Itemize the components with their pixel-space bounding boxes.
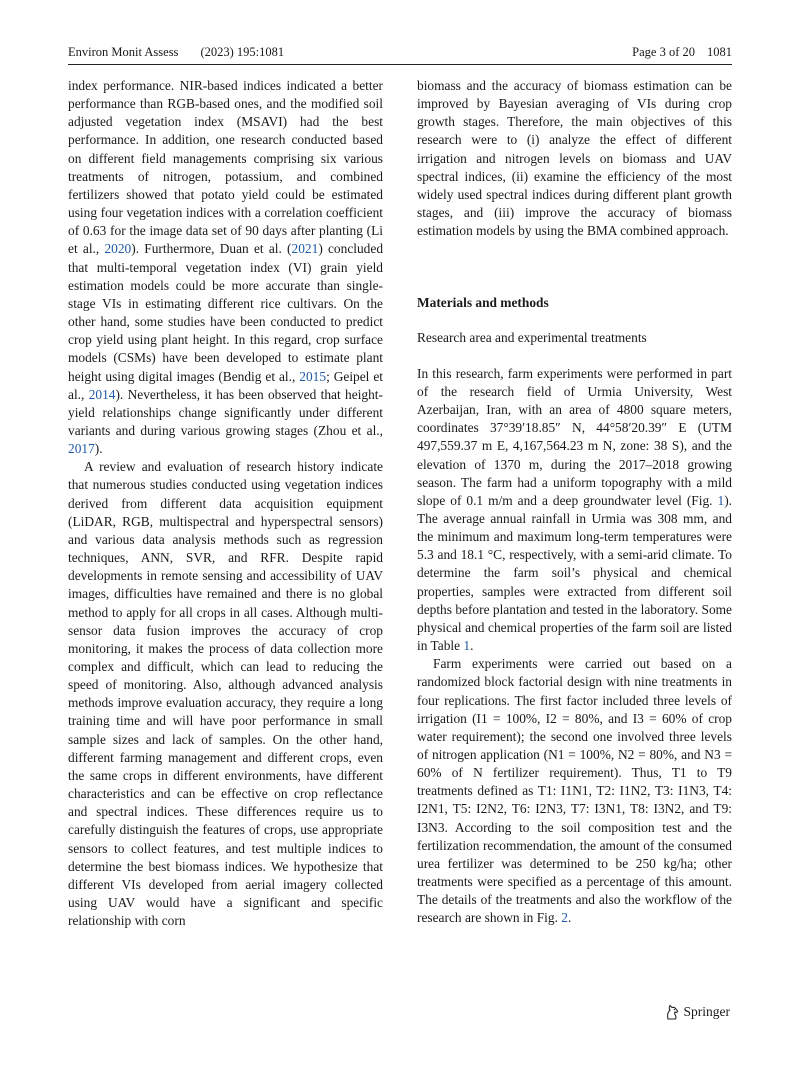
text-run: ). The average annual rainfall in Urmia was 308 mm, and the minimum and maximum long-term temperatures were 5.3 and 18.1 °C, respectively, with a semi-arid climate. To determine the farm soil’s physical and chemical properties, samples were extracted from different soil depths before plantation and tested in the laboratory. Some physical and chemical properties of the farm soil are listed in Table xyxy=(417,492,732,654)
figure-link[interactable]: 1 xyxy=(717,492,725,508)
citation-link[interactable]: 2017 xyxy=(68,441,95,457)
subsection-heading: Research area and experimental treatments xyxy=(417,329,647,345)
text-run: index performance. NIR-based indices indicated a better performance than RGB-based ones, and the modified soil adjusted vegetation index (MSAVI) had the best performance. In addition, one research conducted based on different field managements comprising six various treatments of nitrogen, potassium, and combined fertilizers showed that potato yield could be estimated using four vegetation indices with a correlation coefficient of 0.63 for the image data set of 90 days after planting (Li et al., xyxy=(68,78,383,257)
page-label: Page 3 of 20 xyxy=(632,45,695,59)
journal-name: Environ Monit Assess xyxy=(68,45,179,59)
article-number: 1081 xyxy=(707,45,732,59)
paragraph xyxy=(417,365,732,656)
text-run: ). xyxy=(94,441,103,457)
citation: (2023) 195:1081 xyxy=(200,45,285,59)
right-column xyxy=(417,77,732,928)
section-heading: Materials and methods xyxy=(417,295,549,311)
text-run: . xyxy=(567,910,572,926)
table-link[interactable]: 1 xyxy=(463,638,471,654)
figure-link[interactable]: 2 xyxy=(561,910,568,926)
citation-link[interactable]: 2021 xyxy=(291,241,319,257)
citation-link[interactable]: 2014 xyxy=(88,386,116,402)
publisher-name: Springer xyxy=(683,1004,730,1019)
text-run: ). Nevertheless, it has been observed that height-yield relationships change significantly under different variants and during various growing stages (Zhou et al., xyxy=(68,386,383,438)
springer-horse-icon xyxy=(665,1004,679,1020)
text-run: ) concluded that multi-temporal vegetation index (VI) grain yield estimation models could be more accurate than single-stage VIs in estimating different rice cultivars. On the other hand, some studies have been conducted to predict crop yield using plant height. In this regard, crop surface models (CSMs) have been developed to estimate plant height using digital images (Bendig et al., xyxy=(68,241,384,384)
text-run: In this research, farm experiments were performed in part of the research field of Urmia University, West Azerbaijan, Iran, with an area of 4800 square meters, coordinates 37°39′18.85″ N, 44°58′20.39″ E (UTM 497,559.37 m E, 4,167,564.23 m N, zone: 38 S), and the elevation of 1370 m, during the 2017–2018 growing season. The farm had a uniform topography with a mild slope of 0.1 m/m and a deep groundwater level (Fig. xyxy=(417,365,732,508)
paragraph: A review and evaluation of research history indicate that numerous studies conducted using vegetation indices derived from different data acquisition equipment (LiDAR, RGB, multispectral and hyperspectral sensors) and various data analysis methods such as regression techniques, ANN, SVR, and RFR. Despite rapid developments in remote sensing and accessibility of UAV images, difficulties have remained and there is no global method to apply for all crops in all cases. Although multi-sensor data fusion improves the accuracy of crop monitoring, it makes the process of data collection more complex and difficult, which can lead to reducing the speed of monitoring. Also, although advanced analysis methods improve evaluation accuracy, they require a long training time and will have poor performance in small sample sizes and lack of samples. On the other hand, different farming management and different crops, even the same crops in different environments, have different characteristics and can be effective on crop reflectance and spectral indices. These differences require us to carefully distinguish the features of crops, use appropriate sensors to collect features, and test multiple indices to determine the best biomass indices. We hypothesize that different VIs developed from aerial imagery collected using UAV would have a significant and specific relationship with corn xyxy=(68,459,383,929)
publisher-logo xyxy=(665,1003,731,1021)
text-run: Farm experiments were carried out based on a randomized block factorial design with nine treatments in four replications. The first factor included three levels of irrigation (I1 = 100%, I2 = 80%, and I3 = 60% of crop water requirement); the second one involved three levels of nitrogen application (N1 = 100%, N2 = 80%, and N3 = 60% of N fertilizer requirement). Thus, T1 to T9 treatments defined as T1: I1N1, T2: I1N2, T3: I1N3, T4: I2N1, T5: I2N2, T6: I2N3, T7: I3N1, T8: I3N2, and T9: I3N3. According to the soil composition test and the fertilization recommendation, the amount of the consumed urea fertilizer was determined to be 250 kg/ha; other treatments were specified as a percentage of this amount. The details of the treatments and also the workflow of the research are shown in Fig. xyxy=(417,656,732,926)
header-rule xyxy=(68,64,732,65)
paragraph xyxy=(417,655,732,927)
text-run: . xyxy=(470,638,474,654)
citation-link[interactable]: 2020 xyxy=(104,241,132,257)
text-run: ; Geipel et al., xyxy=(68,368,383,402)
header-right xyxy=(632,44,732,60)
paragraph: biomass and the accuracy of biomass estimation can be improved by Bayesian averaging of VIs during crop growth stages. Therefore, the main objectives of this research were to (i) analyze the effect of different irrigation and nitrogen levels on biomass and UAV spectral indices, (ii) examine the efficiency of the most widely used spectral indices during different plant growth stages, and (iii) improve the accuracy of biomass estimation models by using the BMA combined approach. xyxy=(417,78,732,239)
header-left xyxy=(68,44,284,60)
citation-link[interactable]: 2015 xyxy=(299,368,327,384)
paragraph xyxy=(68,77,383,458)
running-header xyxy=(68,44,732,64)
left-column xyxy=(68,77,383,930)
text-run: ). Furthermore, Duan et al. ( xyxy=(131,241,292,257)
